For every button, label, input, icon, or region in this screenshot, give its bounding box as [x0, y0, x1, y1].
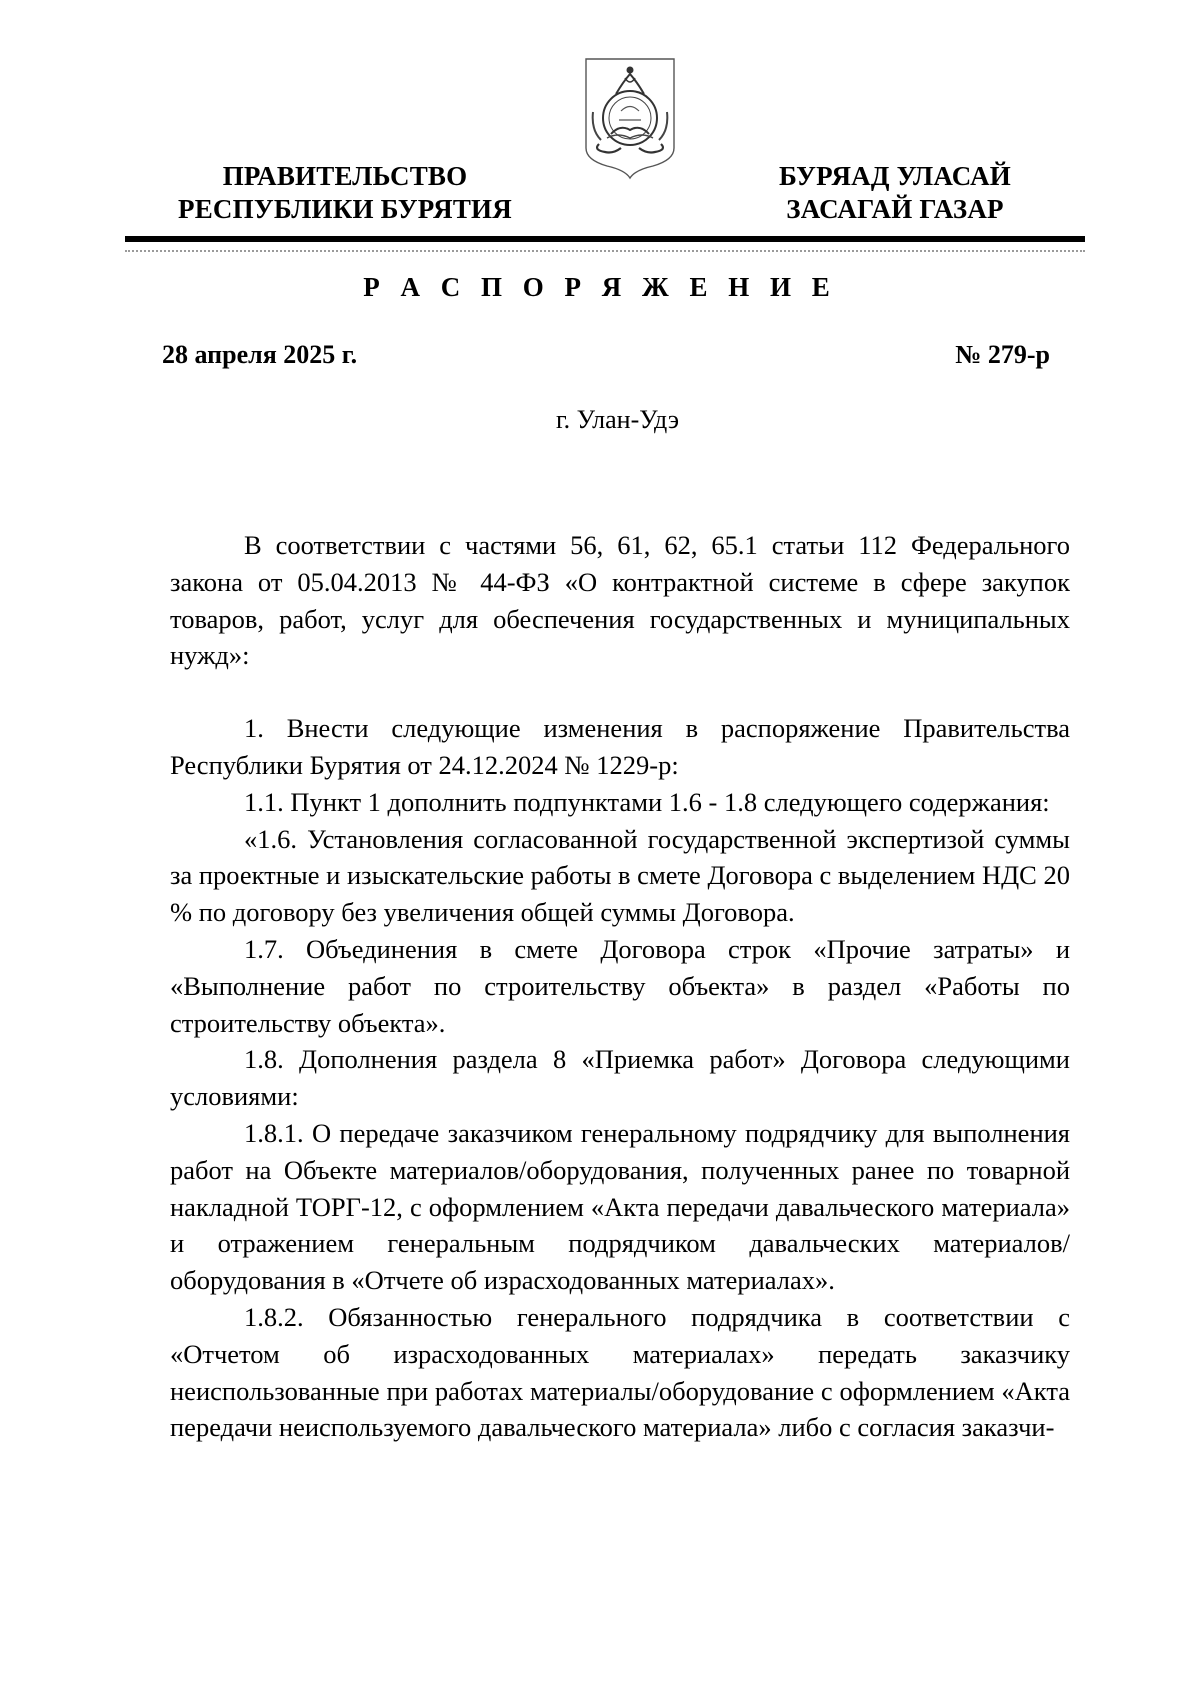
header-divider-thin — [125, 250, 1085, 252]
body-paragraph: 1. Внести следующие изменения в распоряжение Правительства Республики Бурятия от 24.12.2024 № 1229-р: — [170, 713, 1070, 780]
header-right-line2: ЗАСАГАЙ ГАЗАР — [786, 194, 1004, 224]
header-left-line1: ПРАВИТЕЛЬСТВО — [222, 161, 468, 191]
document-city: г. Улан-Удэ — [555, 405, 680, 434]
header-right-line1: БУРЯАД УЛАСАЙ — [779, 161, 1011, 191]
body-paragraph: 1.8.2. Обязанностью генерального подрядчика в соответствии с «Отчетом об израсходованных материалах» передать заказчику неиспользованные при работах материалы/оборудование с оформлением «Акта передачи неиспользуемого давальческого материала» либо с согласия заказчи- — [170, 1301, 1070, 1443]
header-left-line2: РЕСПУБЛИКИ БУРЯТИЯ — [178, 194, 512, 224]
body-paragraph: 1.8. Дополнения раздела 8 «Приемка работ» Договора следующими условиями: — [170, 1044, 1070, 1112]
header-divider-thick — [125, 236, 1085, 242]
header-left-org — [160, 160, 530, 226]
document-body — [170, 527, 1070, 1446]
document-title: Р А С П О Р Я Ж Е Н И Е — [363, 272, 837, 302]
body-paragraph: 1.1. Пункт 1 дополнить подпунктами 1.6 - 1.8 следующего содержания: — [244, 786, 1050, 817]
document-number: № 279-р — [955, 340, 1050, 369]
body-paragraph: «1.6. Установления согласованной государственной экспертизой суммы за проектные и изыскательские работы в смете Договора с выделением НДС 20 % по договору без увеличения общей суммы Договора. — [170, 823, 1070, 928]
buryatia-coat-of-arms-icon — [583, 56, 677, 180]
header-right-org — [740, 160, 1050, 226]
document-date: 28 апреля 2025 г. — [162, 340, 358, 369]
body-paragraph: 1.8.1. О передаче заказчиком генеральному подрядчику для выполнения работ на Объекте материалов/оборудования, полученных ранее по товарной накладной ТОРГ-12, с оформлением «Акта передачи давальческого материала» и отражением генеральным подрядчиком давальческих материалов/оборудования в «Отчете об израсходованных материалах». — [170, 1117, 1070, 1296]
body-paragraph: 1.7. Объединения в смете Договора строк «Прочие затраты» и «Выполнение работ по строительству объекта» в раздел «Работы по строительству объекта». — [170, 933, 1070, 1038]
preamble-paragraph: В соответствии с частями 56, 61, 62, 65.1 статьи 112 Федерального закона от 05.04.2013 № 44-ФЗ «О контрактной системе в сфере закупок товаров, работ, услуг для обеспечения государственных и муниципальных нужд»: — [170, 530, 1070, 671]
